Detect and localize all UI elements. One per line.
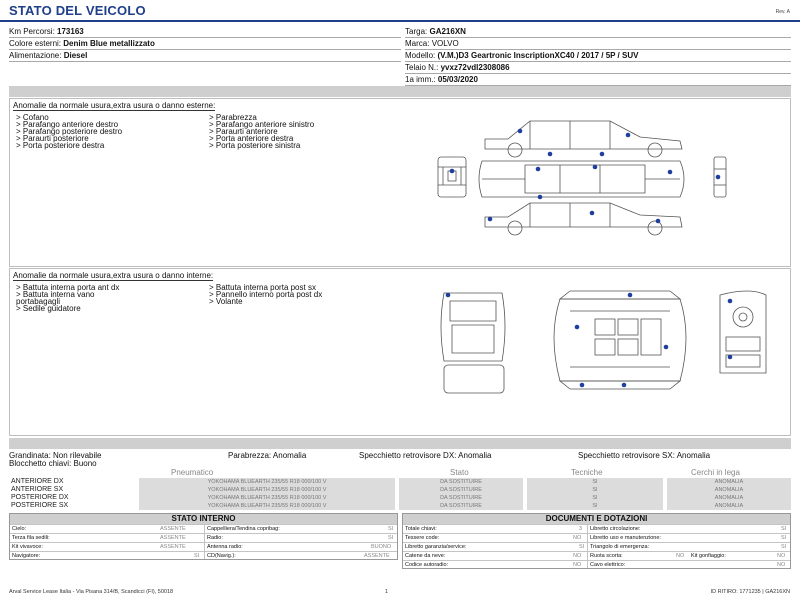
table-row: [9, 494, 791, 502]
exterior-damage-heading: Anomalie da normale usura,extra usura o danno esterne:: [13, 101, 216, 110]
damage-marker: [575, 325, 580, 330]
info-value: GA216XN: [429, 27, 466, 36]
damage-item: > Battuta interna porta ant dx: [16, 283, 120, 292]
damage-marker: [446, 293, 451, 298]
tyre-state: DA SOSTITUIRE: [399, 486, 523, 494]
exterior-damage-section: [9, 98, 791, 267]
row-label: Codice autoradio:: [405, 562, 449, 568]
documents-title: DOCUMENTI E DOTAZIONI: [403, 514, 790, 524]
car-front-view: [438, 157, 466, 197]
row-label: CD(Navig.):: [207, 553, 236, 559]
damage-marker: [580, 383, 585, 388]
trunk-view: [441, 293, 505, 361]
damage-marker: [716, 175, 721, 180]
section-divider: [9, 86, 791, 97]
row-value: SI: [388, 535, 394, 541]
mirror-right-status: Specchietto retrovisore DX: Anomalia: [359, 451, 492, 460]
damage-marker: [600, 152, 605, 157]
damage-item: > Parafango posteriore destro: [16, 127, 123, 136]
table-row: [403, 533, 790, 542]
info-value: (V.M.)D3 Geartronic InscriptionXC40 / 2017 / 5P / SUV: [437, 51, 639, 60]
info-km: [9, 26, 401, 38]
tyre-tech: SI: [527, 494, 663, 502]
table-row: [9, 478, 791, 486]
key-block-status: Blocchetto chiavi: Buono: [9, 459, 97, 468]
row-label: Kit vivavoce:: [12, 544, 43, 550]
tyre-model: YOKOHAMA BLUEARTH 235/55 R18 000/100 V: [139, 502, 395, 510]
info-color: [9, 38, 401, 50]
row-label: Cappelliera/Tendina copribag:: [207, 526, 280, 532]
car-side-left: [485, 203, 682, 227]
tyre-rim: ANOMALIA: [667, 478, 791, 486]
damage-marker: [536, 167, 541, 172]
row-value: NO: [573, 562, 582, 568]
row-value: ASSENTE: [364, 553, 390, 559]
vehicle-info-left: [9, 26, 401, 62]
tyre-model: YOKOHAMA BLUEARTH 235/55 R18 000/100 V: [139, 494, 395, 502]
tyre-state: DA SOSTITUIRE: [399, 478, 523, 486]
damage-item: > Paraurti anteriore: [209, 127, 278, 136]
info-label: Km Percorsi:: [9, 27, 55, 36]
damage-item: > Parafango anteriore sinistro: [209, 120, 315, 129]
row-label: Totale chiavi:: [405, 526, 437, 532]
row-label: Antenna radio:: [207, 544, 243, 550]
row-label: Triangolo di emergenza:: [590, 544, 650, 550]
damage-marker: [668, 170, 673, 175]
table-row: [403, 524, 790, 533]
damage-marker: [590, 211, 595, 216]
damage-marker: [728, 299, 733, 304]
vehicle-info-right: [405, 26, 791, 86]
damage-marker: [488, 217, 493, 222]
info-label: Telaio N.:: [405, 63, 439, 72]
internal-state-title: STATO INTERNO: [10, 514, 397, 524]
info-label: Alimentazione:: [9, 51, 62, 60]
col-header-rims: Cerchi in lega: [691, 468, 740, 477]
row-value: NO: [573, 553, 582, 559]
mirror-left-status: Specchietto retrovisore SX: Anomalia: [578, 451, 711, 460]
row-value: SI: [579, 544, 585, 550]
tyre-state: DA SOSTITUIRE: [399, 502, 523, 510]
info-label: Colore esterni:: [9, 39, 62, 48]
car-side-right: [485, 121, 682, 149]
dashboard-view: [720, 291, 766, 373]
tyre-model: YOKOHAMA BLUEARTH 235/55 R18 000/100 V: [139, 478, 395, 486]
row-label: Radio:: [207, 535, 223, 541]
hail-status: Grandinata: Non rilevabile: [9, 451, 102, 460]
table-row: [10, 551, 397, 560]
damage-item: > Sedile guidatore: [16, 304, 81, 313]
row-label: Ruota scorta:: [590, 553, 623, 559]
table-row: [10, 533, 397, 542]
footer-company: Arval Service Lease Italia - Via Pisana 314/B, Scandicci (FI), 50018: [9, 589, 174, 595]
damage-item: > Parafango anteriore destro: [16, 120, 119, 129]
exterior-damage-list-1: [16, 114, 122, 149]
row-label: Kit gonfiaggio:: [691, 553, 726, 559]
tyre-rim: ANOMALIA: [667, 486, 791, 494]
interior-damage-list-1: [16, 284, 119, 312]
interior-car-diagram: [430, 281, 770, 401]
info-registration: [405, 74, 791, 86]
page-title: STATO DEL VEICOLO: [9, 3, 146, 18]
row-label: Cavo elettrico:: [590, 562, 626, 568]
title-rule: [0, 20, 800, 22]
col-header-state: Stato: [450, 468, 469, 477]
info-plate: [405, 26, 791, 38]
info-label: 1a imm.:: [405, 75, 436, 84]
damage-marker: [622, 383, 627, 388]
tyre-tech: SI: [527, 502, 663, 510]
row-value: NO: [777, 553, 786, 559]
info-value: 173163: [57, 27, 84, 36]
tyre-position: POSTERIORE SX: [11, 502, 69, 509]
col-header-tyre: Pneumatico: [171, 468, 214, 477]
footer-ritiro-id: ID RITIRO: 1771235 | GA216XN: [710, 589, 790, 595]
damage-item: > Battuta interna porta post sx: [209, 283, 316, 292]
damage-item: > Volante: [209, 297, 243, 306]
documents-panel: [402, 513, 791, 569]
row-label: Terza fila sedili:: [12, 535, 50, 541]
row-label: Navigatore:: [12, 553, 41, 559]
damage-marker: [728, 355, 733, 360]
row-value: BUONO: [371, 544, 392, 550]
row-label: Libretto garanzia/service:: [405, 544, 467, 550]
table-row: [403, 560, 790, 569]
row-value: NO: [573, 535, 582, 541]
table-row: [403, 551, 790, 560]
damage-marker: [656, 219, 661, 224]
interior-damage-heading: Anomalie da normale usura,extra usura o danno interne:: [13, 271, 214, 280]
info-label: Targa:: [405, 27, 428, 36]
row-value: ASSENTE: [160, 544, 186, 550]
row-label: Libretto circolazione:: [590, 526, 641, 532]
row-label: Libretto uso e manutenzione:: [590, 535, 661, 541]
info-value: VOLVO: [431, 39, 459, 48]
row-value: SI: [194, 553, 200, 559]
col-header-tech: Tecniche: [571, 468, 603, 477]
info-value: Denim Blue metallizzato: [63, 39, 155, 48]
row-label: Cielo:: [12, 526, 27, 532]
info-label: Modello:: [405, 51, 436, 60]
damage-marker: [518, 129, 523, 134]
tyre-position: ANTERIORE SX: [11, 486, 64, 493]
damage-marker: [626, 133, 631, 138]
damage-item: > Porta posteriore destra: [16, 141, 105, 150]
info-make: [405, 38, 791, 50]
damage-item: > Cofano: [16, 113, 49, 122]
exterior-damage-list-2: [209, 114, 314, 149]
damage-item: > Battuta interna vano: [16, 290, 95, 299]
interior-damage-list-2: [209, 284, 322, 305]
table-row: [10, 542, 397, 551]
info-label: Marca:: [405, 39, 430, 48]
tyre-position: ANTERIORE DX: [11, 478, 64, 485]
tyre-rim: ANOMALIA: [667, 494, 791, 502]
damage-marker: [664, 345, 669, 350]
exterior-car-diagram: [430, 109, 730, 241]
tyre-tech: SI: [527, 486, 663, 494]
table-row: [9, 502, 791, 510]
revision-label: Rev. A: [775, 9, 790, 15]
damage-item: > Porta anteriore destra: [209, 134, 294, 143]
row-value: SI: [781, 535, 787, 541]
row-value: SI: [781, 544, 787, 550]
row-value: NO: [777, 562, 786, 568]
info-model: [405, 50, 791, 62]
row-label: Tessere code:: [405, 535, 440, 541]
tyre-tech: SI: [527, 478, 663, 486]
footer-page-number: 1: [385, 589, 389, 595]
damage-marker: [628, 293, 633, 298]
row-value: 3: [579, 526, 583, 532]
windshield-status: Parabrezza: Anomalia: [228, 451, 307, 460]
section-divider: [9, 438, 791, 449]
damage-marker: [450, 169, 455, 174]
row-label: Catene da neve:: [405, 553, 446, 559]
row-value: SI: [388, 526, 394, 532]
row-value: NO: [676, 553, 685, 559]
info-chassis: [405, 62, 791, 74]
info-value: Diesel: [63, 51, 88, 60]
damage-item: portabagagli: [16, 297, 61, 306]
tyre-position: POSTERIORE DX: [11, 494, 69, 501]
info-fuel: [9, 50, 401, 62]
row-value: ASSENTE: [160, 526, 186, 532]
interior-damage-section: [9, 268, 791, 436]
table-row: [10, 524, 397, 533]
info-value: yvxz72vdl2308086: [440, 63, 510, 72]
damage-item: > Porta posteriore sinistra: [209, 141, 301, 150]
info-value: 05/03/2020: [437, 75, 478, 84]
tyre-state: DA SOSTITUIRE: [399, 494, 523, 502]
damage-marker: [538, 195, 543, 200]
table-row: [9, 486, 791, 494]
tyre-rim: ANOMALIA: [667, 502, 791, 510]
row-value: ASSENTE: [160, 535, 186, 541]
internal-state-panel: [9, 513, 398, 560]
damage-marker: [593, 165, 598, 170]
damage-item: > Paraurti posteriore: [16, 134, 89, 143]
row-value: SI: [781, 526, 787, 532]
damage-item: > Pannello interno porta post dx: [209, 290, 323, 299]
tyre-model: YOKOHAMA BLUEARTH 235/55 R18 000/100 V: [139, 486, 395, 494]
table-row: [403, 542, 790, 551]
damage-marker: [548, 152, 553, 157]
damage-item: > Parabrezza: [209, 113, 257, 122]
